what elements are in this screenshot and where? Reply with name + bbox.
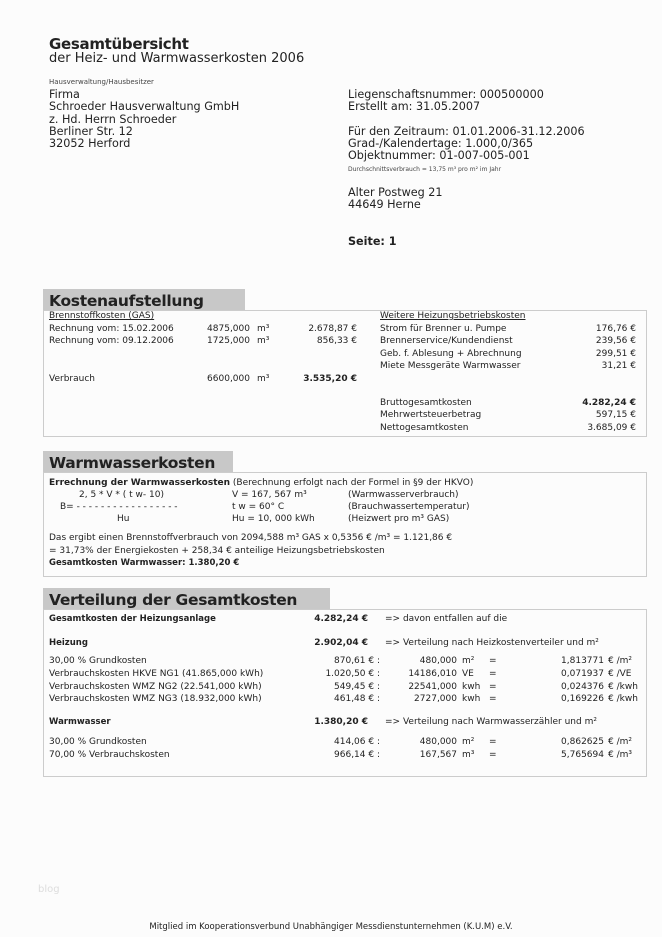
distribution-amount: 1.020,50 € :: [325, 669, 380, 679]
section-verteilung-title: Verteilung der Gesamtkosten: [43, 588, 330, 609]
distribution-unit: m²: [462, 737, 475, 747]
distribution-label: 30,00 % Grundkosten: [49, 656, 147, 666]
distribution-equals: =: [489, 750, 497, 760]
distribution-quantity: 22541,000: [408, 682, 457, 692]
invoice-amount: 2.678,87 €: [308, 324, 357, 334]
var-hu-desc: (Heizwert pro m³ GAS): [348, 514, 450, 524]
distribution-label: Verbrauchskosten WMZ NG2 (22.541,000 kWh): [49, 682, 262, 692]
average-consumption: Durchschnittsverbrauch = 13,75 m³ pro m² im Jahr: [348, 166, 502, 173]
distribution-label: 30,00 % Grundkosten: [49, 737, 147, 747]
address-line: Alter Postweg 21: [348, 186, 443, 199]
object-number: Objektnummer: 01-007-005-001: [348, 149, 530, 163]
section-kostenaufstellung-title: Kostenaufstellung: [43, 289, 245, 310]
distribution-equals: =: [489, 737, 497, 747]
period: Für den Zeitraum: 01.01.2006-31.12.2006: [348, 124, 585, 138]
invoice-label: Rechnung vom: 09.12.2006: [49, 336, 174, 346]
owner-line: Schroeder Hausverwaltung GmbH: [49, 100, 240, 114]
distribution-equals: =: [489, 669, 497, 679]
created-date: Erstellt am: 31.05.2007: [348, 100, 481, 114]
distribution-rate: 0,024376: [561, 682, 604, 692]
heating-amount: 2.902,04 €: [314, 638, 368, 648]
distribution-rate-unit: € /kwh: [608, 694, 638, 704]
calc-heading-bold: Errechnung der Warmwasserkosten: [49, 478, 231, 488]
distribution-amount: 461,48 € :: [334, 694, 380, 704]
cost-item-label: Strom für Brenner u. Pumpe: [380, 324, 507, 334]
distribution-label: Verbrauchskosten HKVE NG1 (41.865,000 kWh): [49, 669, 264, 679]
invoice-unit: m³: [257, 324, 270, 334]
watermark: blog: [38, 884, 60, 895]
distribution-equals: =: [489, 682, 497, 692]
distribution-unit: kwh: [462, 682, 481, 692]
var-v: V = 167, 567 m³: [232, 490, 307, 500]
invoice-label: Rechnung vom: 15.02.2006: [49, 324, 174, 334]
total-heating-note: => davon entfallen auf die: [385, 614, 508, 624]
var-tw-desc: (Brauchwassertemperatur): [348, 502, 470, 512]
formula-denominator: Hu: [117, 514, 130, 524]
total-label: Nettogesamtkosten: [380, 423, 469, 433]
distribution-rate-unit: € /m³: [608, 750, 632, 760]
distribution-quantity: 480,000: [419, 656, 457, 666]
cost-item-amount: 299,51 €: [595, 349, 636, 359]
formula-numerator: 2, 5 * V * ( t w- 10): [79, 490, 164, 500]
invoice-unit: m³: [257, 336, 270, 346]
distribution-rate: 0,169226: [561, 694, 604, 704]
cost-item-label: Brennerservice/Kundendienst: [380, 336, 513, 346]
consumption-amount: 3.535,20 €: [303, 374, 357, 384]
total-heating-amount: 4.282,24 €: [314, 614, 368, 624]
invoice-quantity: 4875,000: [207, 324, 250, 334]
distribution-quantity: 2727,000: [414, 694, 457, 704]
owner-line: z. Hd. Herrn Schroeder: [49, 112, 177, 126]
distribution-rate: 5,765694: [561, 750, 604, 760]
owner-line: 32052 Herford: [49, 137, 131, 151]
consumption-unit: m³: [257, 374, 270, 384]
distribution-unit: kwh: [462, 694, 481, 704]
page-number: Seite: 1: [348, 235, 397, 248]
distribution-rate-unit: € /m²: [608, 656, 632, 666]
warmwater-amount: 1.380,20 €: [314, 717, 368, 727]
distribution-amount: 966,14 € :: [334, 750, 380, 760]
distribution-rate-unit: € /VE: [608, 669, 632, 679]
degree-days: Grad-/Kalendertage: 1.000,0/365: [348, 136, 534, 150]
var-hu: Hu = 10, 000 kWh: [232, 514, 315, 524]
formula-fraction-line: B= - - - - - - - - - - - - - - - - -: [60, 502, 178, 512]
cost-item-label: Geb. f. Ablesung + Abrechnung: [380, 349, 522, 359]
invoice-amount: 856,33 €: [316, 336, 357, 346]
total-amount: 597,15 €: [595, 410, 636, 420]
distribution-unit: m²: [462, 656, 475, 666]
cost-item-label: Miete Messgeräte Warmwasser: [380, 361, 521, 371]
doc-title: Gesamtübersicht: [49, 35, 189, 53]
distribution-rate: 1,813771: [561, 656, 604, 666]
distribution-unit: VE: [462, 669, 474, 679]
total-label: Mehrwertsteuerbetrag: [380, 410, 482, 420]
cost-item-amount: 176,76 €: [595, 324, 636, 334]
warmwater-note: => Verteilung nach Warmwasserzähler und m²: [385, 717, 597, 727]
fuel-costs-heading: Brennstoffkosten (GAS): [49, 311, 155, 321]
warmwater-total: Gesamtkosten Warmwasser: 1.380,20 €: [49, 558, 240, 568]
consumption-label: Verbrauch: [49, 374, 95, 384]
distribution-label: Verbrauchskosten WMZ NG3 (18.932,000 kWh): [49, 694, 262, 704]
cost-item-amount: 31,21 €: [601, 361, 636, 371]
property-info: [348, 89, 585, 162]
distribution-rate-unit: € /m²: [608, 737, 632, 747]
distribution-rate: 0,071937: [561, 669, 604, 679]
footer: Mitglied im Kooperationsverbund Unabhängiger Messdienstunternehmen (K.U.M) e.V.: [149, 922, 513, 932]
distribution-equals: =: [489, 656, 497, 666]
fuel-consumption-text: Das ergibt einen Brennstoffverbrauch von 2094,588 m³ GAS x 0,5356 € /m³ = 1.121,86 €: [49, 533, 453, 543]
other-costs-heading: Weitere Heizungsbetriebskosten: [380, 311, 526, 321]
distribution-label: 70,00 % Verbrauchskosten: [49, 750, 170, 760]
owner-line: Firma: [49, 88, 80, 101]
var-tw: t w = 60° C: [232, 502, 285, 512]
distribution-quantity: 14186,010: [408, 669, 457, 679]
distribution-unit: m³: [462, 750, 475, 760]
distribution-quantity: 480,000: [419, 737, 457, 747]
distribution-quantity: 167,567: [419, 750, 457, 760]
var-v-desc: (Warmwasserverbrauch): [348, 490, 459, 500]
heating-label: Heizung: [49, 638, 88, 648]
calc-heading-rest: (Berechnung erfolgt nach der Formel in §9 der HKVO): [230, 478, 474, 488]
address-line: 44649 Herne: [348, 198, 421, 212]
distribution-rate: 0,862625: [561, 737, 604, 747]
energy-share-text: = 31,73% der Energiekosten + 258,34 € anteilige Heizungsbetriebskosten: [49, 546, 385, 556]
doc-subtitle: der Heiz- und Warmwasserkosten 2006: [49, 51, 305, 66]
owner-line: Berliner Str. 12: [49, 124, 133, 138]
total-amount: 4.282,24 €: [582, 398, 636, 408]
property-address: [348, 187, 443, 212]
distribution-amount: 870,61 € :: [334, 656, 380, 666]
total-heating-label: Gesamtkosten der Heizungsanlage: [49, 614, 216, 624]
invoice-quantity: 1725,000: [207, 336, 250, 346]
total-amount: 3.685,09 €: [587, 423, 636, 433]
section-warmwasser-title: Warmwasserkosten: [43, 451, 233, 472]
calc-heading: [49, 478, 473, 488]
warmwater-label: Warmwasser: [49, 717, 111, 727]
property-number: Liegenschaftsnummer: 000500000: [348, 88, 544, 101]
distribution-amount: 549,45 € :: [334, 682, 380, 692]
distribution-amount: 414,06 € :: [334, 737, 380, 747]
owner-label: Hausverwaltung/Hausbesitzer: [49, 78, 154, 86]
owner-address: [49, 89, 239, 150]
consumption-quantity: 6600,000: [207, 374, 250, 384]
cost-item-amount: 239,56 €: [595, 336, 636, 346]
total-label: Bruttogesamtkosten: [380, 398, 472, 408]
distribution-equals: =: [489, 694, 497, 704]
distribution-rate-unit: € /kwh: [608, 682, 638, 692]
heating-note: => Verteilung nach Heizkostenverteiler und m²: [385, 638, 599, 648]
